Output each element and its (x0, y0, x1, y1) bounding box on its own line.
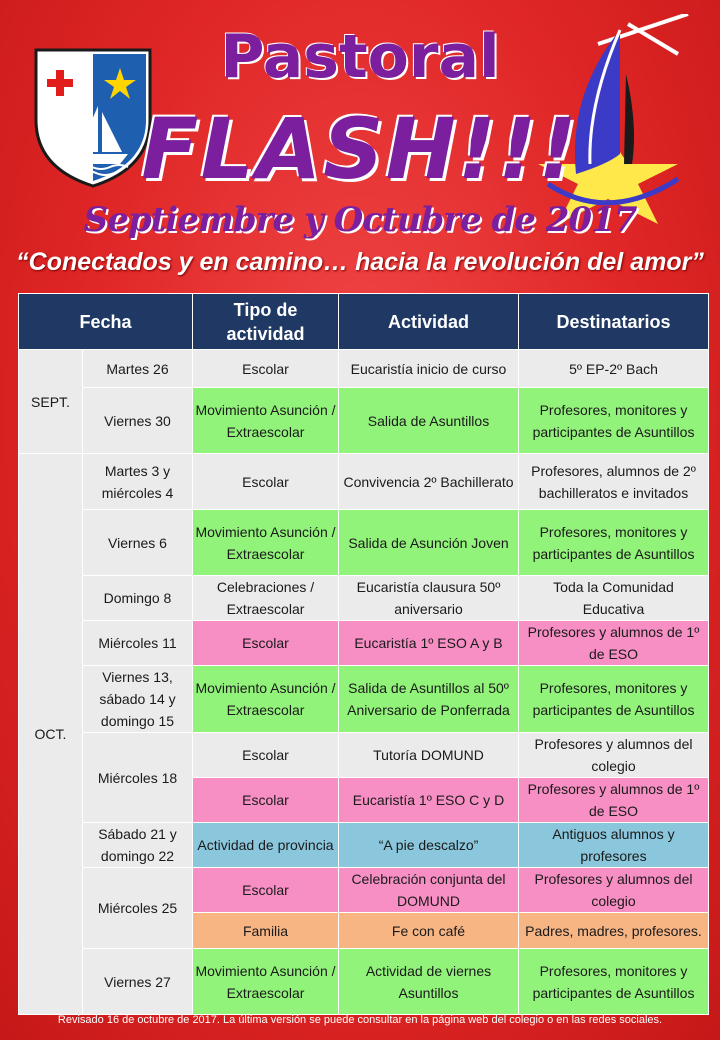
cell-fecha: Miércoles 25 (83, 868, 193, 949)
cell-actividad: Tutoría DOMUND (339, 733, 519, 778)
cell-tipo: Escolar (193, 350, 339, 388)
cell-fecha: Viernes 27 (83, 949, 193, 1015)
cell-fecha: Miércoles 11 (83, 621, 193, 666)
header-destinatarios: Destinatarios (519, 294, 709, 350)
header-fecha: Fecha (19, 294, 193, 350)
cell-actividad: Eucaristía clausura 50º aniversario (339, 576, 519, 621)
cell-destinatarios: Profesores, alumnos de 2º bachilleratos e invitados (519, 454, 709, 510)
cell-destinatarios: Profesores, monitores y participantes de Asuntillos (519, 666, 709, 733)
cell-fecha: Miércoles 18 (83, 733, 193, 823)
cell-destinatarios: Profesores, monitores y participantes de Asuntillos (519, 949, 709, 1015)
cell-destinatarios: Toda la Comunidad Educativa (519, 576, 709, 621)
header-actividad: Actividad (339, 294, 519, 350)
cell-actividad: Salida de Asuntillos al 50º Aniversario de Ponferrada (339, 666, 519, 733)
cell-tipo: Escolar (193, 868, 339, 913)
cell-tipo: Familia (193, 913, 339, 949)
cell-tipo: Escolar (193, 778, 339, 823)
cell-fecha: Martes 3 y miércoles 4 (83, 454, 193, 510)
table-row (19, 733, 709, 778)
table-row (19, 576, 709, 621)
cell-destinatarios: Profesores y alumnos del colegio (519, 868, 709, 913)
table-row (19, 454, 709, 510)
table-row (19, 666, 709, 733)
cell-tipo: Movimiento Asunción / Extraescolar (193, 949, 339, 1015)
cell-actividad: Eucaristía 1º ESO C y D (339, 778, 519, 823)
table-row (19, 388, 709, 454)
schedule-table (18, 293, 709, 1015)
cell-destinatarios: Profesores, monitores y participantes de Asuntillos (519, 388, 709, 454)
cell-destinatarios: Profesores y alumnos de 1º de ESO (519, 778, 709, 823)
cell-tipo: Movimiento Asunción / Extraescolar (193, 510, 339, 576)
cell-tipo: Escolar (193, 733, 339, 778)
motto: “Conectados y en camino… hacia la revolución del amor” (16, 248, 704, 276)
cell-fecha: Viernes 13, sábado 14 y domingo 15 (83, 666, 193, 733)
cell-fecha: Sábado 21 y domingo 22 (83, 823, 193, 868)
cell-actividad: Celebración conjunta del DOMUND (339, 868, 519, 913)
cell-tipo: Escolar (193, 621, 339, 666)
cell-destinatarios: Profesores y alumnos de 1º de ESO (519, 621, 709, 666)
table-row (19, 510, 709, 576)
cell-tipo: Actividad de provincia (193, 823, 339, 868)
footer-note: Revisado 16 de octubre de 2017. La última versión se puede consultar en la página web del colegio o en las redes sociales. (57, 1014, 663, 1026)
cell-destinatarios: 5º EP-2º Bach (519, 350, 709, 388)
cell-actividad: Salida de Asunción Joven (339, 510, 519, 576)
month-oct: OCT. (19, 454, 83, 1015)
cell-fecha: Domingo 8 (83, 576, 193, 621)
month-sept: SEPT. (19, 350, 83, 454)
table-row (19, 350, 709, 388)
cell-destinatarios: Profesores y alumnos del colegio (519, 733, 709, 778)
cell-tipo: Movimiento Asunción / Extraescolar (193, 666, 339, 733)
cell-destinatarios: Padres, madres, profesores. (519, 913, 709, 949)
title-flash: FLASH!!! (141, 100, 579, 198)
cell-destinatarios: Antiguos alumnos y profesores (519, 823, 709, 868)
cell-destinatarios: Profesores, monitores y participantes de Asuntillos (519, 510, 709, 576)
subtitle-dates: Septiembre y Octubre de 2017 (83, 200, 637, 240)
table-row (19, 823, 709, 868)
cell-tipo: Celebraciones / Extraescolar (193, 576, 339, 621)
cell-actividad: Eucaristía 1º ESO A y B (339, 621, 519, 666)
cell-actividad: Eucaristía inicio de curso (339, 350, 519, 388)
cell-fecha: Viernes 30 (83, 388, 193, 454)
title-pastoral: Pastoral (220, 22, 500, 92)
cell-actividad: Salida de Asuntillos (339, 388, 519, 454)
cell-fecha: Martes 26 (83, 350, 193, 388)
cell-tipo: Escolar (193, 454, 339, 510)
cell-fecha: Viernes 6 (83, 510, 193, 576)
table-header-row (19, 294, 709, 350)
table-row (19, 868, 709, 913)
cell-actividad: Actividad de viernes Asuntillos (339, 949, 519, 1015)
header-tipo: Tipo de actividad (193, 294, 339, 350)
cell-actividad: Fe con café (339, 913, 519, 949)
table-row (19, 949, 709, 1015)
cell-actividad: “A pie descalzo” (339, 823, 519, 868)
cell-tipo: Movimiento Asunción / Extraescolar (193, 388, 339, 454)
cell-actividad: Convivencia 2º Bachillerato (339, 454, 519, 510)
table-row (19, 621, 709, 666)
